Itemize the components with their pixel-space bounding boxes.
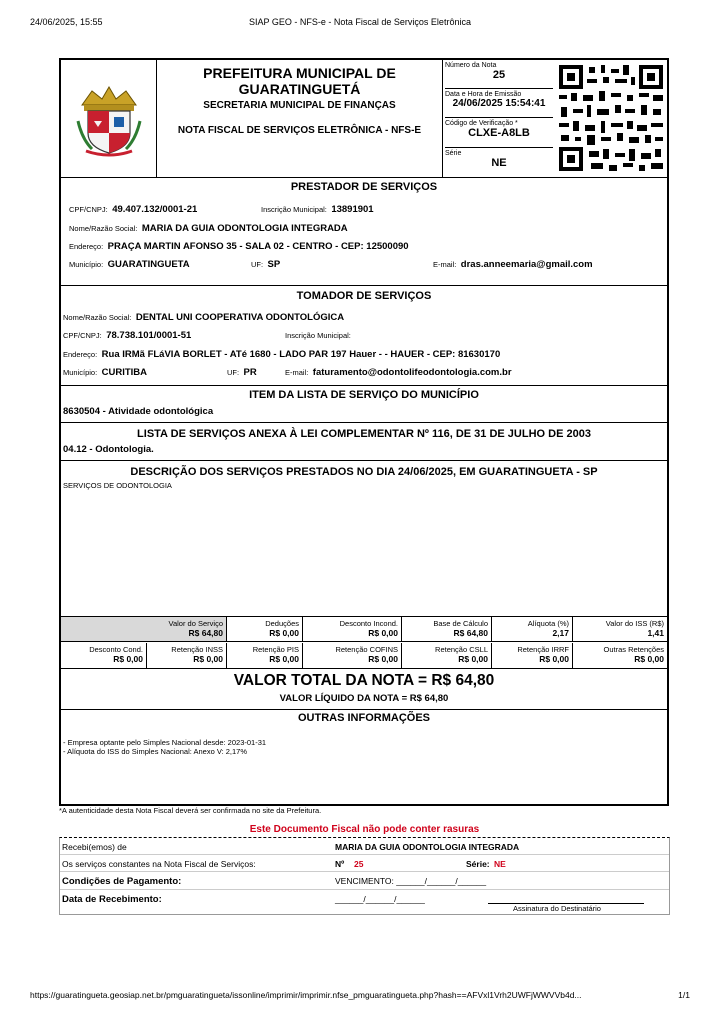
descricao-section <box>61 461 667 617</box>
outras-title: OUTRAS INFORMAÇÕES <box>298 712 430 724</box>
retencao-pis-label: Retenção PIS <box>252 645 299 654</box>
valor-servico-cell <box>61 617 227 641</box>
retencao-inss-cell <box>147 643 227 668</box>
prestador-uf: SP <box>267 259 281 270</box>
lista-anexa-value: 04.12 - Odontologia. <box>63 444 154 455</box>
prestador-endereco-label: Endereço: <box>69 242 104 251</box>
valor-servico-value: R$ 64,80 <box>188 628 223 638</box>
base-calculo-cell <box>402 617 492 641</box>
prestador-uf-label: UF: <box>251 260 264 269</box>
retencao-irrf-cell <box>492 643 573 668</box>
item-lista-title: ITEM DA LISTA DE SERVIÇO DO MUNICÍPIO <box>249 389 479 401</box>
valores-row-2 <box>61 643 667 669</box>
numero-nota-label: Número da Nota <box>445 62 497 69</box>
aliquota-cell <box>492 617 573 641</box>
aliquota-label: Alíquota (%) <box>527 619 569 628</box>
outras-line-1: - Empresa optante pelo Simples Nacional desde: 2023-01-31 <box>63 738 267 747</box>
desconto-incond-value: R$ 0,00 <box>368 628 398 638</box>
prestador-im: 13891901 <box>331 204 374 215</box>
print-page-number: 1/1 <box>678 990 690 1000</box>
secretaria-title: SECRETARIA MUNICIPAL DE FINANÇAS <box>203 100 396 111</box>
print-url: https://guaratingueta.geosiap.net.br/pmguaratingueta/issonline/imprimir/imprimir.nfse_pmguaratingueta.php?hash==AFVxl1Vrh2UWFjWWVVb4d... <box>30 990 582 1000</box>
item-lista-section <box>61 386 667 423</box>
receipt-row-servicos <box>60 855 669 872</box>
valor-iss-value: 1,41 <box>647 628 664 638</box>
tomador-im-label: Inscrição Municipal: <box>285 331 351 340</box>
total-section <box>61 670 667 710</box>
document-type: NOTA FISCAL DE SERVIÇOS ELETRÔNICA - NFS-E <box>177 125 422 136</box>
retencao-pis-value: R$ 0,00 <box>269 654 299 664</box>
receipt-row-condicoes <box>60 872 669 890</box>
recibo-serie-label: Série: <box>466 859 490 869</box>
verificacao-block <box>445 120 553 148</box>
lista-anexa-section <box>61 423 667 461</box>
prestador-email: dras.anneemaria@gmail.com <box>460 259 593 270</box>
condicoes-label: Condições de Pagamento: <box>62 876 182 887</box>
receipt-row-recebi <box>60 838 669 855</box>
desconto-cond-label: Desconto Cond. <box>89 645 143 654</box>
descricao-title: DESCRIÇÃO DOS SERVIÇOS PRESTADOS NO DIA 24/06/2025, EM GUARATINGUETA - SP <box>130 466 598 478</box>
valor-iss-label: Valor do ISS (R$) <box>605 619 664 628</box>
recebi-label: Recebi(emos) de <box>62 842 127 852</box>
serie-label: Série <box>445 150 462 157</box>
deducoes-value: R$ 0,00 <box>269 628 299 638</box>
outras-retencoes-value: R$ 0,00 <box>634 654 664 664</box>
retencao-irrf-label: Retenção IRRF <box>517 645 569 654</box>
recebi-value: MARIA DA GUIA ODONTOLOGIA INTEGRADA <box>335 842 520 852</box>
verificacao-value: CLXE-A8LB <box>468 127 530 139</box>
serie-value: NE <box>491 157 507 169</box>
prestador-section <box>61 178 667 286</box>
assinatura-label: Assinatura do Destinatário <box>513 904 601 913</box>
retencao-irrf-value: R$ 0,00 <box>539 654 569 664</box>
prefeitura-title: PREFEITURA MUNICIPAL DE GUARATINGUETÁ <box>203 65 396 97</box>
outras-retencoes-label: Outras Retenções <box>603 645 664 654</box>
tomador-endereco: Rua IRMã FLáVIA BORLET - ATé 1680 - LADO PAR 197 Hauer - - HAUER - CEP: 81630170 <box>101 349 501 360</box>
vencimento-field: VENCIMENTO: ______/______/______ <box>335 876 487 886</box>
recebimento-label: Data de Recebimento: <box>62 894 162 905</box>
rasuras-warning: Este Documento Fiscal não pode conter rasuras <box>249 824 480 835</box>
prestador-im-label: Inscrição Municipal: <box>261 205 327 214</box>
tomador-nome-label: Nome/Razão Social: <box>63 313 132 322</box>
outras-line-2: - Alíquota do ISS do Simples Nacional: Anexo V: 2,17% <box>63 747 247 756</box>
base-calculo-label: Base de Cálculo <box>433 619 488 628</box>
emissao-block <box>445 91 553 118</box>
prestador-municipio-label: Município: <box>69 260 104 269</box>
receipt-row-recebimento <box>60 890 669 915</box>
item-lista-value: 8630504 - Atividade odontológica <box>63 406 214 417</box>
emissao-value: 24/06/2025 15:54:41 <box>452 98 546 109</box>
retencao-cofins-cell <box>303 643 402 668</box>
prestador-email-label: E-mail: <box>433 260 457 269</box>
servicos-label: Os serviços constantes na Nota Fiscal de Serviços: <box>62 859 256 869</box>
tomador-section <box>61 286 667 386</box>
serie-block <box>445 150 553 176</box>
recebimento-date-field: ______/______/______ <box>335 894 425 904</box>
base-calculo-value: R$ 64,80 <box>453 628 488 638</box>
retencao-cofins-value: R$ 0,00 <box>368 654 398 664</box>
verificacao-label: Código de Verificação * <box>445 120 518 127</box>
retencao-inss-label: Retenção INSS <box>171 645 223 654</box>
recibo-numero-label: Nº <box>335 859 345 869</box>
emissao-label: Data e Hora de Emissão <box>445 91 522 98</box>
tomador-municipio-label: Município: <box>63 368 98 377</box>
prestador-nome: MARIA DA GUIA ODONTOLOGIA INTEGRADA <box>141 223 348 234</box>
desconto-cond-value: R$ 0,00 <box>113 654 143 664</box>
tomador-email: faturamento@odontolifeodontologia.com.br <box>312 367 512 378</box>
retencao-csll-cell <box>402 643 492 668</box>
municipal-coat-of-arms <box>61 60 157 177</box>
outras-retencoes-cell <box>573 643 667 668</box>
aliquota-value: 2,17 <box>552 628 569 638</box>
retencao-inss-value: R$ 0,00 <box>193 654 223 664</box>
numero-nota-block <box>445 62 553 89</box>
valores-row-1 <box>61 617 667 642</box>
desconto-incond-cell <box>303 617 402 641</box>
print-date: 24/06/2025, 15:55 <box>30 17 103 27</box>
tomador-cnpj-label: CPF/CNPJ: <box>63 331 102 340</box>
coat-of-arms-icon <box>76 81 142 157</box>
retencao-pis-cell <box>227 643 303 668</box>
prestador-nome-label: Nome/Razão Social: <box>69 224 138 233</box>
retencao-csll-label: Retenção CSLL <box>435 645 488 654</box>
desconto-cond-cell <box>61 643 147 668</box>
tomador-municipio: CURITIBA <box>101 367 148 378</box>
valor-servico-label: Valor do Serviço <box>168 619 223 628</box>
tomador-cnpj: 78.738.101/0001-51 <box>106 330 192 341</box>
descricao-value: SERVIÇOS DE ODONTOLOGIA <box>63 481 172 490</box>
tomador-nome: DENTAL UNI COOPERATIVA ODONTOLÓGICA <box>135 312 345 323</box>
deducoes-label: Deduções <box>265 619 299 628</box>
prestador-municipio: GUARATINGUETA <box>107 259 190 270</box>
tomador-email-label: E-mail: <box>285 368 309 377</box>
tomador-endereco-label: Endereço: <box>63 350 98 359</box>
deducoes-cell <box>227 617 303 641</box>
retencao-csll-value: R$ 0,00 <box>458 654 488 664</box>
valor-total: VALOR TOTAL DA NOTA = R$ 64,80 <box>233 672 495 689</box>
print-header <box>0 17 720 31</box>
outras-informacoes-section <box>61 710 667 804</box>
receipt-stub <box>59 837 670 915</box>
header-info-block <box>443 60 555 177</box>
prestador-cnpj-label: CPF/CNPJ: <box>69 205 108 214</box>
nfse-document <box>59 58 669 806</box>
numero-nota-value: 25 <box>492 69 506 81</box>
tomador-title: TOMADOR DE SERVIÇOS <box>296 290 432 302</box>
prestador-cnpj: 49.407.132/0001-21 <box>112 204 198 215</box>
qr-code-icon <box>557 63 665 173</box>
prestador-title: PRESTADOR DE SERVIÇOS <box>290 181 438 193</box>
print-page-title: SIAP GEO - NFS-e - Nota Fiscal de Serviços Eletrônica <box>249 17 471 27</box>
retencao-cofins-label: Retenção COFINS <box>335 645 398 654</box>
desconto-incond-label: Desconto Incond. <box>339 619 398 628</box>
valor-liquido: VALOR LÍQUIDO DA NOTA = R$ 64,80 <box>279 693 449 704</box>
tomador-uf: PR <box>243 367 257 378</box>
lista-anexa-title: LISTA DE SERVIÇOS ANEXA À LEI COMPLEMENTAR Nº 116, DE 31 DE JULHO DE 2003 <box>137 428 591 440</box>
valor-iss-cell <box>573 617 667 641</box>
autenticidade-note: *A autenticidade desta Nota Fiscal deverá ser confirmada no site da Prefeitura. <box>59 806 322 815</box>
header-title-block <box>157 60 443 177</box>
tomador-uf-label: UF: <box>227 368 240 377</box>
header-section <box>61 60 667 178</box>
recibo-numero-value: 25 <box>354 859 364 869</box>
recibo-serie-value: NE <box>494 859 506 869</box>
prestador-endereco: PRAÇA MARTIN AFONSO 35 - SALA 02 - CENTRO - CEP: 12500090 <box>107 241 409 252</box>
